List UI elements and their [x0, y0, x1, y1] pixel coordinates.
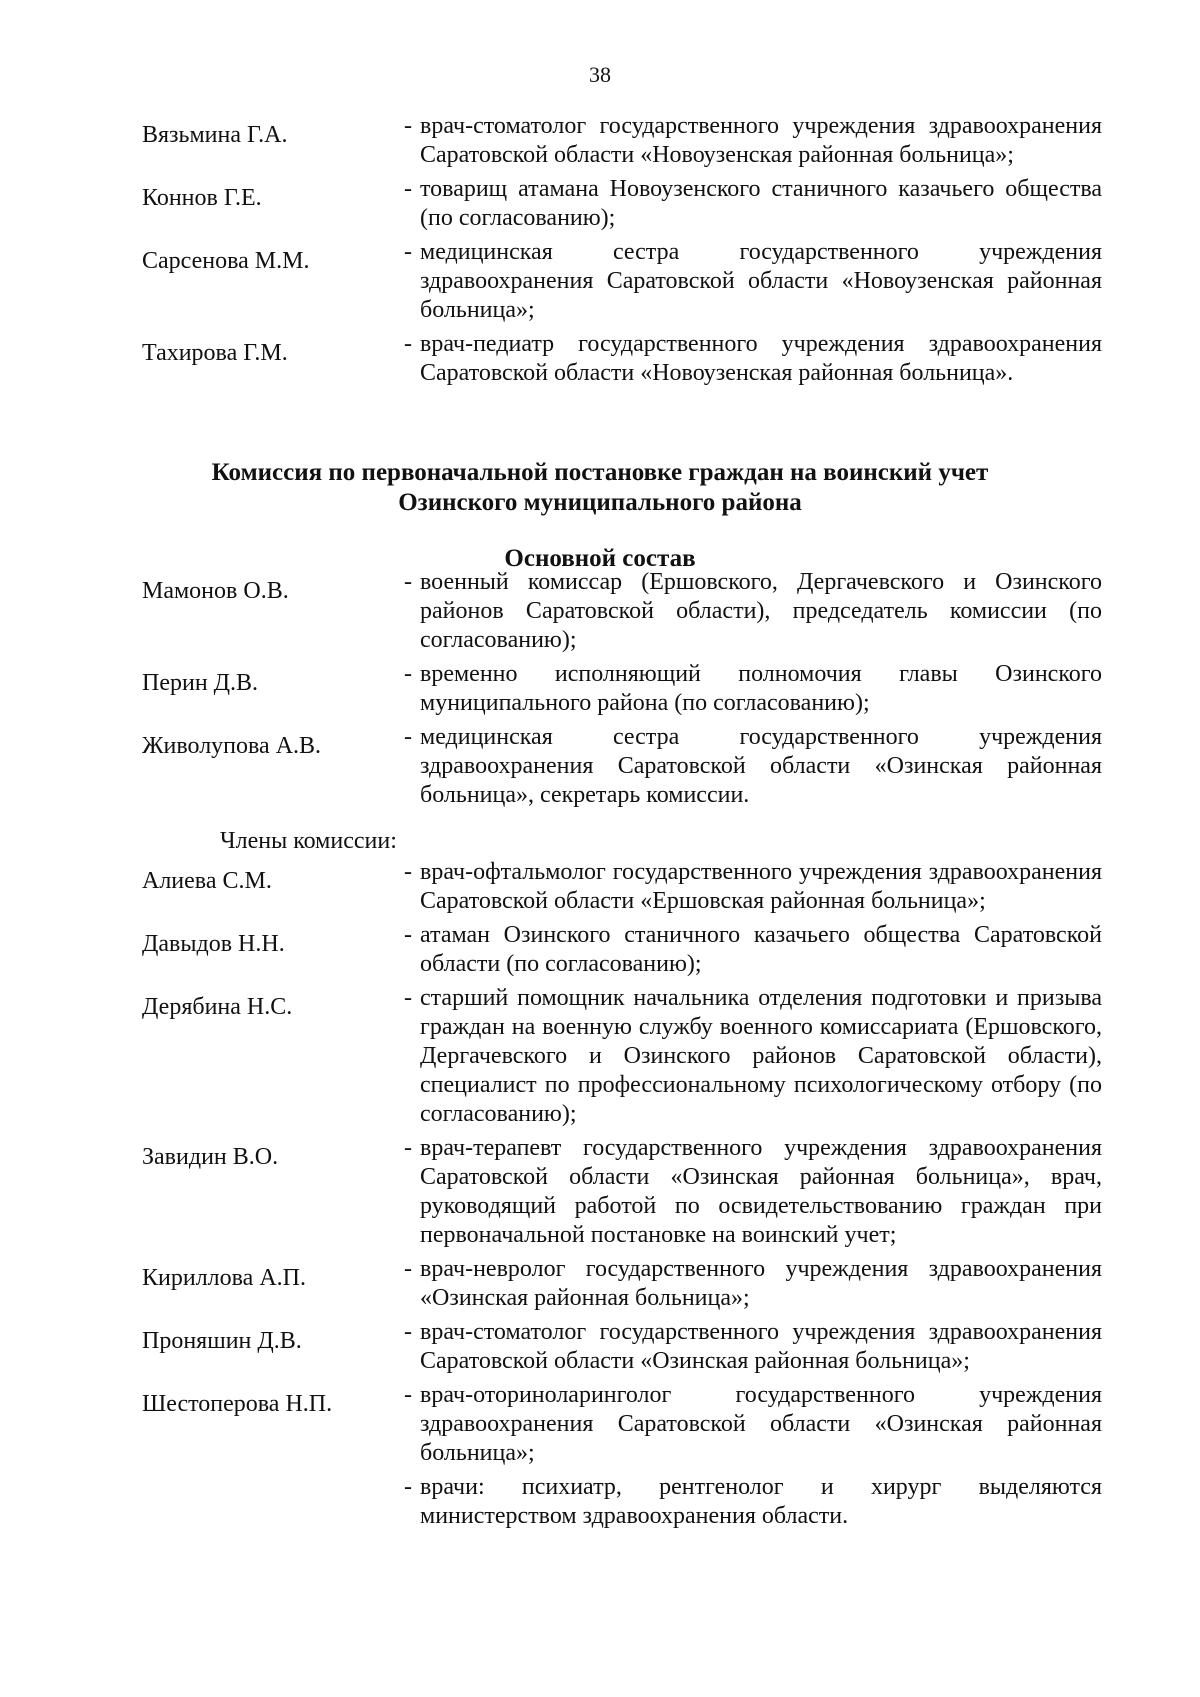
person-role: врач-стоматолог государственного учреждения здравоохранения Саратовской области «Новоузенская районная больница»;	[420, 113, 1102, 168]
person-role: врачи: психиатр, рентгенолог и хирург выделяются министерством здравоохранения области.	[420, 1474, 1102, 1529]
main-composition-list	[142, 568, 1102, 815]
person-name: Дерябина Н.С.	[142, 994, 293, 1020]
commission-title-line2: Озинского муниципального района	[398, 489, 802, 516]
person-role: врач-педиатр государственного учреждения здравоохранения Саратовской области «Новоузенская районная больница».	[420, 331, 1102, 386]
list-item: Сарсенова М.М. - медицинская сестра государственного учреждения здравоохранения Саратовской области «Новоузенская районная больница»;	[142, 239, 1102, 323]
person-role: врач-терапевт государственного учреждения здравоохранения Саратовской области «Озинская районная больница», врач, руководящий работой по освидетельствованию граждан при первоначальной постановке на воинский учет;	[420, 1135, 1102, 1248]
person-role: медицинская сестра государственного учреждения здравоохранения Саратовской области «Новоузенская районная больница»;	[420, 239, 1102, 323]
list-item: Тахирова Г.М. - врач-педиатр государственного учреждения здравоохранения Саратовской области «Новоузенская районная больница».	[142, 331, 1102, 386]
person-name: Тахирова Г.М.	[142, 340, 288, 366]
person-name: Вязьмина Г.А.	[142, 122, 288, 148]
person-role: старший помощник начальника отделения подготовки и призыва граждан на военную службу военного комиссариата (Ершовского, Дергачевского и Озинского районов Саратовской области), специалист по профессиональному психологическому отбору (по согласованию);	[420, 985, 1102, 1127]
person-role: атаман Озинского станичного казачьего общества Саратовской области (по согласованию);	[420, 922, 1102, 977]
list-item: Алиева С.М. - врач-офтальмолог государственного учреждения здравоохранения Саратовской области «Ершовская районная больница»;	[142, 859, 1102, 914]
list-item: Шестоперова Н.П. - врач-оториноларинголог государственного учреждения здравоохранения Саратовской области «Озинская районная больница»;	[142, 1382, 1102, 1466]
person-role: врач-оториноларинголог государственного учреждения здравоохранения Саратовской области «Озинская районная больница»;	[420, 1382, 1102, 1466]
members-heading: Члены комиссии:	[220, 828, 397, 854]
list-item: Давыдов Н.Н. - атаман Озинского станичного казачьего общества Саратовской области (по согласованию);	[142, 922, 1102, 977]
person-name: Перин Д.В.	[142, 670, 259, 696]
list-item: - врачи: психиатр, рентгенолог и хирург выделяются министерством здравоохранения области.	[142, 1473, 1102, 1531]
person-name: Завидин В.О.	[142, 1144, 279, 1170]
person-name: Проняшин Д.В.	[142, 1328, 302, 1354]
list-item: Вязьмина Г.А. - врач-стоматолог государственного учреждения здравоохранения Саратовской области «Новоузенская районная больница»;	[142, 113, 1102, 168]
person-role: врач-невролог государственного учреждения здравоохранения «Озинская районная больница»;	[420, 1256, 1102, 1311]
person-name: Алиева С.М.	[142, 868, 272, 894]
list-item: Завидин В.О. - врач-терапевт государственного учреждения здравоохранения Саратовской области «Озинская районная больница», врач, руководящий работой по освидетельствованию граждан при первоначальной постановке на воинский учет;	[142, 1135, 1102, 1248]
commission-title-line1: Комиссия по первоначальной постановке граждан на воинский учет	[211, 459, 989, 486]
list-item: Живолупова А.В. - медицинская сестра государственного учреждения здравоохранения Саратовской области «Озинская районная больница», секретарь комиссии.	[142, 724, 1102, 808]
person-name: Шестоперова Н.П.	[142, 1391, 333, 1417]
person-name: Живолупова А.В.	[142, 733, 322, 759]
person-role: врач-стоматолог государственного учреждения здравоохранения Саратовской области «Озинская районная больница»;	[420, 1319, 1102, 1374]
list-item: Кириллова А.П. - врач-невролог государственного учреждения здравоохранения «Озинская районная больница»;	[142, 1256, 1102, 1311]
person-role: медицинская сестра государственного учреждения здравоохранения Саратовской области «Озинская районная больница», секретарь комиссии.	[420, 724, 1102, 808]
list-item: Дерябина Н.С. - старший помощник начальника отделения подготовки и призыва граждан на военную службу военного комиссариата (Ершовского, Дергачевского и Озинского районов Саратовской области), специалист по профессиональному психологическому отбору (по согласованию);	[142, 985, 1102, 1127]
page-number: 38	[589, 62, 611, 87]
members-list	[142, 858, 1102, 1536]
list-item: Мамонов О.В. - военный комиссар (Ершовского, Дергачевского и Озинского районов Саратовской области), председатель комиссии (по согласованию);	[142, 569, 1102, 653]
person-name: Сарсенова М.М.	[142, 248, 310, 274]
list-item: Проняшин Д.В. - врач-стоматолог государственного учреждения здравоохранения Саратовской области «Озинская районная больница»;	[142, 1319, 1102, 1374]
list-item: Коннов Г.Е. - товарищ атамана Новоузенского станичного казачьего общества (по согласованию);	[142, 176, 1102, 231]
person-name: Давыдов Н.Н.	[142, 931, 285, 957]
block1-list	[142, 112, 1102, 393]
person-role: военный комиссар (Ершовского, Дергачевского и Озинского районов Саратовской области), председатель комиссии (по согласованию);	[420, 569, 1102, 653]
person-name: Коннов Г.Е.	[142, 185, 262, 211]
person-name	[142, 1473, 404, 1531]
list-item: Перин Д.В. - временно исполняющий полномочия главы Озинского муниципального района (по согласованию);	[142, 661, 1102, 716]
commission-title	[0, 458, 1200, 518]
main-composition-heading: Основной состав	[504, 545, 696, 572]
person-name: Мамонов О.В.	[142, 578, 289, 604]
person-role: временно исполняющий полномочия главы Озинского муниципального района (по согласованию);	[420, 661, 1102, 716]
person-role: врач-офтальмолог государственного учреждения здравоохранения Саратовской области «Ершовская районная больница»;	[420, 859, 1102, 914]
person-name: Кириллова А.П.	[142, 1265, 306, 1291]
person-role: товарищ атамана Новоузенского станичного казачьего общества (по согласованию);	[420, 176, 1102, 231]
